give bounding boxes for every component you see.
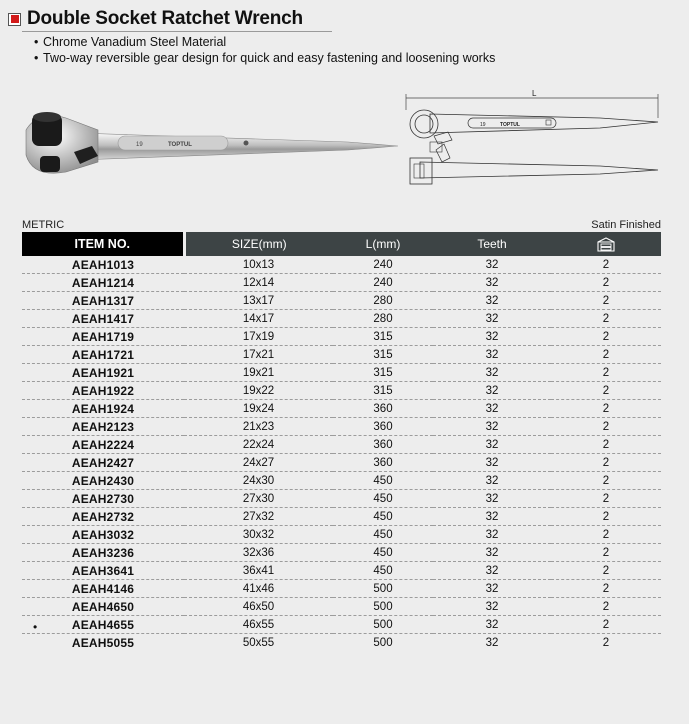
cell-teeth: 32 xyxy=(433,598,551,616)
cell-item-no: AEAH3236 xyxy=(22,544,184,562)
table-row xyxy=(22,544,661,562)
row-marker-dot: • xyxy=(33,620,38,634)
cell-length: 500 xyxy=(333,616,433,634)
page-title: Double Socket Ratchet Wrench xyxy=(27,8,303,29)
cell-teeth: 32 xyxy=(433,382,551,400)
cell-size: 30x32 xyxy=(184,526,333,544)
cell-packing-qty: 2 xyxy=(551,328,661,346)
cell-size: 22x24 xyxy=(184,436,333,454)
cell-length: 450 xyxy=(333,562,433,580)
finish-label: Satin Finished xyxy=(591,219,661,231)
column-header-item: ITEM NO. xyxy=(22,232,184,256)
cell-item-no: AEAH1417 xyxy=(22,310,184,328)
cell-teeth: 32 xyxy=(433,292,551,310)
cell-length: 360 xyxy=(333,400,433,418)
cell-size: 17x19 xyxy=(184,328,333,346)
cell-length: 315 xyxy=(333,328,433,346)
cell-size: 13x17 xyxy=(184,292,333,310)
cell-size: 24x30 xyxy=(184,472,333,490)
cell-size: 32x36 xyxy=(184,544,333,562)
red-square-bullet-icon xyxy=(8,13,21,26)
cell-teeth: 32 xyxy=(433,346,551,364)
cell-item-no: AEAH1013 xyxy=(22,256,184,274)
cell-packing-qty: 2 xyxy=(551,400,661,418)
cell-packing-qty: 2 xyxy=(551,454,661,472)
cell-teeth: 32 xyxy=(433,274,551,292)
cell-teeth: 32 xyxy=(433,400,551,418)
cell-size: 21x23 xyxy=(184,418,333,436)
cell-teeth: 32 xyxy=(433,580,551,598)
cell-packing-qty: 2 xyxy=(551,256,661,274)
table-row xyxy=(22,256,661,274)
table-row xyxy=(22,562,661,580)
cell-length: 360 xyxy=(333,454,433,472)
cell-item-no: AEAH2732 xyxy=(22,508,184,526)
cell-item-no: AEAH2430 xyxy=(22,472,184,490)
cell-teeth: 32 xyxy=(485,636,499,649)
cell-length: 240 xyxy=(333,274,433,292)
cell-item-no: AEAH1719 xyxy=(22,328,184,346)
table-row xyxy=(22,292,661,310)
table-row xyxy=(22,382,661,400)
cell-length: 450 xyxy=(333,472,433,490)
cell-packing-qty: 2 xyxy=(551,310,661,328)
cell-item-no: AEAH1921 xyxy=(22,364,184,382)
cell-packing-qty: 2 xyxy=(551,562,661,580)
cell-packing-qty: 2 xyxy=(551,436,661,454)
cell-packing-qty: 2 xyxy=(551,508,661,526)
cell-length: 360 xyxy=(333,436,433,454)
cell-packing-qty: 2 xyxy=(551,418,661,436)
cell-size: 46x50 xyxy=(184,598,333,616)
title-underline xyxy=(22,31,332,32)
cell-packing-qty: 2 xyxy=(551,616,661,634)
cell-packing-qty: 2 xyxy=(551,598,661,616)
cell-size: 46x55 xyxy=(184,616,333,634)
cell-packing-qty: 2 xyxy=(551,364,661,382)
cell-teeth: 32 xyxy=(433,490,551,508)
cell-length: 500 xyxy=(373,636,393,649)
table-row xyxy=(22,454,661,472)
cell-size: 27x30 xyxy=(184,490,333,508)
cell-item-no: AEAH3641 xyxy=(22,562,184,580)
cell-teeth: 32 xyxy=(433,310,551,328)
table-row xyxy=(22,508,661,526)
cell-item-no: AEAH1317 xyxy=(22,292,184,310)
cell-packing-qty: 2 xyxy=(551,382,661,400)
cell-size: 50x55 xyxy=(242,636,275,649)
drawing-dimension-label: L xyxy=(532,89,537,98)
feature-item: • Chrome Vanadium Steel Material xyxy=(34,34,495,50)
cell-packing-qty: 2 xyxy=(551,526,661,544)
table-row xyxy=(22,634,661,652)
cell-packing-qty: 2 xyxy=(551,472,661,490)
table-row xyxy=(22,490,661,508)
cell-length: 280 xyxy=(333,310,433,328)
cell-teeth: 32 xyxy=(433,562,551,580)
cell-size: 36x41 xyxy=(184,562,333,580)
cell-size: 17x21 xyxy=(184,346,333,364)
spec-table xyxy=(22,232,661,651)
cell-teeth: 32 xyxy=(433,544,551,562)
photo-brand-text: TOPTUL xyxy=(168,142,192,148)
cell-teeth: 32 xyxy=(433,436,551,454)
cell-length: 500 xyxy=(333,598,433,616)
table-row xyxy=(22,436,661,454)
cell-item-no: AEAH1214 xyxy=(22,274,184,292)
table-row xyxy=(22,364,661,382)
drawing-brand-text: TOPTUL xyxy=(500,122,520,128)
cell-size: 14x17 xyxy=(184,310,333,328)
cell-teeth: 32 xyxy=(433,508,551,526)
cell-size: 12x14 xyxy=(184,274,333,292)
cell-item-no: AEAH1924 xyxy=(22,400,184,418)
cell-teeth: 32 xyxy=(433,256,551,274)
cell-teeth: 32 xyxy=(433,472,551,490)
column-header-size: SIZE(mm) xyxy=(184,232,333,256)
cell-teeth: 32 xyxy=(433,418,551,436)
table-row xyxy=(22,418,661,436)
cell-length: 280 xyxy=(333,292,433,310)
cell-length: 240 xyxy=(333,256,433,274)
cell-item-no: AEAH4655 xyxy=(22,616,184,634)
cell-length: 450 xyxy=(333,544,433,562)
cell-size: 41x46 xyxy=(184,580,333,598)
cell-teeth: 32 xyxy=(433,526,551,544)
table-row xyxy=(22,328,661,346)
cell-item-no: AEAH5055 xyxy=(71,635,135,650)
cell-packing-qty: 2 xyxy=(551,544,661,562)
cell-length: 450 xyxy=(333,490,433,508)
table-header-row xyxy=(22,232,661,256)
cell-teeth: 32 xyxy=(433,454,551,472)
cell-item-no: AEAH4650 xyxy=(22,598,184,616)
cell-length: 360 xyxy=(333,418,433,436)
cell-length: 450 xyxy=(333,526,433,544)
cell-size: 24x27 xyxy=(184,454,333,472)
feature-item: • Two-way reversible gear design for quick and easy fastening and loosening works xyxy=(34,50,495,66)
cell-packing-qty: 2 xyxy=(551,580,661,598)
table-row xyxy=(22,580,661,598)
cell-packing-qty: 2 xyxy=(551,292,661,310)
cell-packing-qty: 2 xyxy=(551,346,661,364)
title-bar xyxy=(8,8,303,30)
column-header-length: L(mm) xyxy=(333,232,433,256)
cell-teeth: 32 xyxy=(433,328,551,346)
table-row xyxy=(22,472,661,490)
wrench-technical-drawing xyxy=(400,88,665,188)
cell-item-no: AEAH4146 xyxy=(22,580,184,598)
cell-size: 19x24 xyxy=(184,400,333,418)
cell-item-no: AEAH2730 xyxy=(22,490,184,508)
cell-length: 315 xyxy=(333,364,433,382)
metric-label: METRIC xyxy=(22,219,65,231)
cell-length: 315 xyxy=(333,382,433,400)
photo-size-text: 19 xyxy=(136,142,143,148)
column-header-packing xyxy=(551,232,661,256)
cell-length: 315 xyxy=(333,346,433,364)
cell-item-no: AEAH2224 xyxy=(22,436,184,454)
cell-packing-qty: 2 xyxy=(602,636,610,649)
cell-length: 500 xyxy=(333,580,433,598)
cell-item-no: AEAH2123 xyxy=(22,418,184,436)
cell-packing-qty: 2 xyxy=(551,274,661,292)
cell-teeth: 32 xyxy=(433,616,551,634)
feature-list xyxy=(34,34,495,66)
wrench-photo xyxy=(18,100,403,190)
table-row xyxy=(22,310,661,328)
cell-item-no: AEAH3032 xyxy=(22,526,184,544)
table-row xyxy=(22,346,661,364)
drawing-size-text: 19 xyxy=(480,122,486,128)
cell-length: 450 xyxy=(333,508,433,526)
cell-teeth: 32 xyxy=(433,364,551,382)
cell-packing-qty: 2 xyxy=(551,490,661,508)
cell-size: 19x21 xyxy=(184,364,333,382)
table-row xyxy=(22,616,661,634)
table-row xyxy=(22,274,661,292)
table-row xyxy=(22,526,661,544)
cell-item-no: AEAH1922 xyxy=(22,382,184,400)
cell-item-no: AEAH1721 xyxy=(22,346,184,364)
table-row xyxy=(22,400,661,418)
cell-size: 19x22 xyxy=(184,382,333,400)
cell-size: 27x32 xyxy=(184,508,333,526)
table-row xyxy=(22,598,661,616)
cell-size: 10x13 xyxy=(184,256,333,274)
cabinet-icon xyxy=(595,235,617,253)
cell-item-no: AEAH2427 xyxy=(22,454,184,472)
column-header-teeth: Teeth xyxy=(433,232,551,256)
